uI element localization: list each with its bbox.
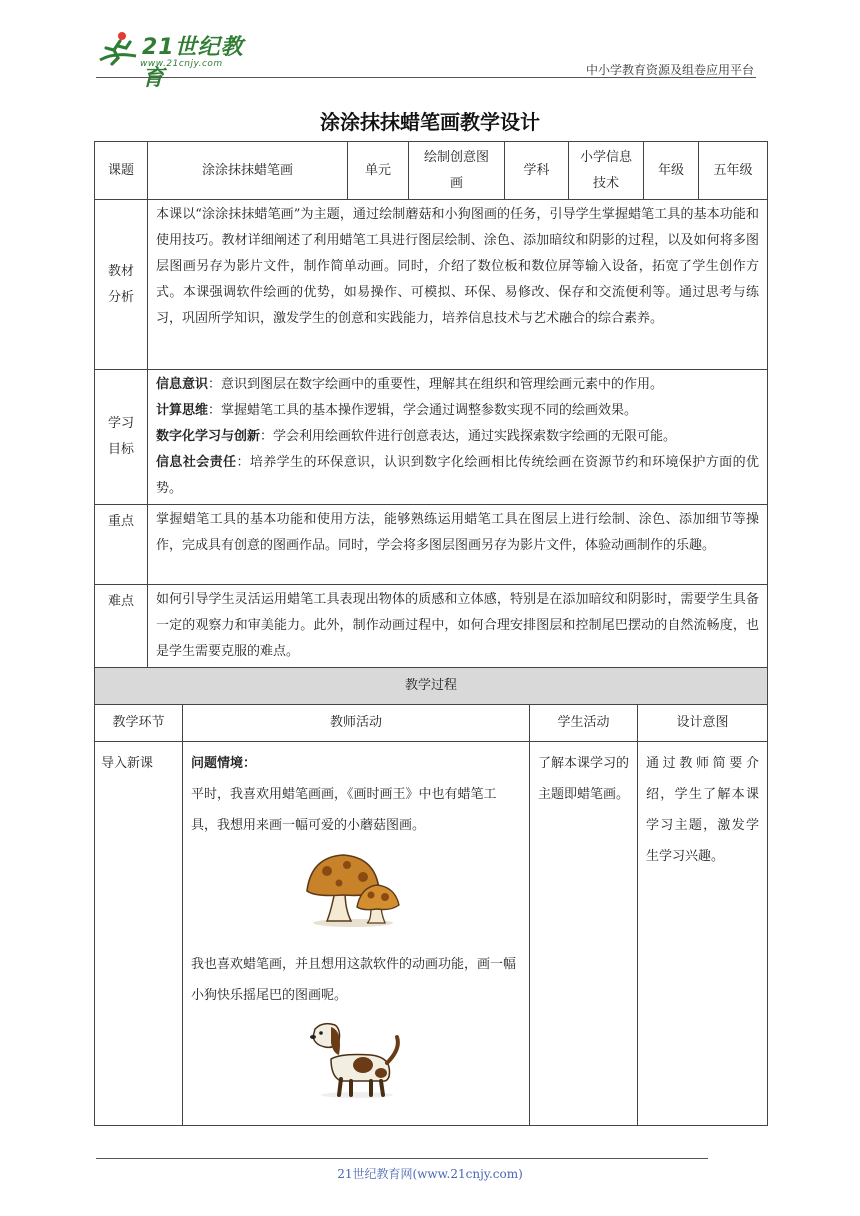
objectives-label: 学习目标 <box>95 370 148 505</box>
objective-text: ：意识到图层在数字绘画中的重要性，理解其在组织和管理绘画元素中的作用。 <box>208 377 664 392</box>
unit-value: 绘制创意图画 <box>409 142 505 200</box>
objective-text: ：学会利用绘画软件进行创意表达，通过实践探索数字绘画的无限可能。 <box>260 429 677 444</box>
logo-text: 21世纪教育 <box>142 35 244 91</box>
objective-item <box>156 372 759 398</box>
subject-value: 小学信息技术 <box>569 142 644 200</box>
info-table <box>94 141 768 668</box>
header-intent: 设计意图 <box>638 705 768 742</box>
objective-title: 计算思维 <box>156 403 209 418</box>
mushroom-image <box>191 849 521 941</box>
teacher-heading: 问题情境： <box>191 756 257 771</box>
logo-url: www.21cnjy.com <box>140 59 223 69</box>
grade-value: 五年级 <box>699 142 768 200</box>
difficulty-text: 如何引导学生灵活运用蜡笔工具表现出物体的质感和立体感，特别是在添加暗纹和阴影时，需要学生具备一定的观察力和审美能力。此外，制作动画过程中，如何合理安排图层和控制尾巴摆动的自然流畅度，也是学生需要克服的难点。 <box>148 585 768 668</box>
difficulty-label: 难点 <box>95 585 148 668</box>
objectives-list <box>148 370 768 505</box>
header-stage: 教学环节 <box>95 705 183 742</box>
dog-icon <box>301 1019 411 1099</box>
mushroom-icon <box>301 849 411 929</box>
teacher-cell <box>183 742 530 1126</box>
analysis-text: 本课以“涂涂抹抹蜡笔画”为主题，通过绘制蘑菇和小狗图画的任务，引导学生掌握蜡笔工具的基本功能和使用技巧。教材详细阐述了利用蜡笔工具进行图层绘制、涂色、添加暗纹和阴影的过程，以及如何将多图层图画另存为影片文件，制作简单动画。同时，介绍了数位板和数位屏等输入设备，拓宽了学生创作方式。本课强调软件绘画的优势，如易操作、可模拟、环保、易修改、保存和交流便利等。通过思考与练习，巩固所学知识，激发学生的创意和实践能力，培养信息技术与艺术融合的综合素养。 <box>148 200 768 370</box>
teacher-paragraph-2: 我也喜欢蜡笔画，并且想用这款软件的动画功能，画一幅小狗快乐摇尾巴的图画呢。 <box>191 957 517 1003</box>
platform-name: 中小学教育资源及组卷应用平台 <box>585 63 754 77</box>
objective-item <box>156 424 759 450</box>
header-teacher: 教师活动 <box>183 705 530 742</box>
footer-text: 21世纪教育网(www.21cnjy.com) <box>337 1167 523 1181</box>
objective-title: 信息社会责任 <box>156 455 237 470</box>
course-value: 涂涂抹抹蜡笔画 <box>148 142 348 200</box>
objective-title: 数字化学习与创新 <box>156 429 261 444</box>
page-header <box>0 0 860 91</box>
analysis-label: 教材分析 <box>95 200 148 370</box>
footer-divider <box>96 1158 708 1159</box>
logo <box>96 30 266 91</box>
course-label: 课题 <box>95 142 148 200</box>
objective-text: ：培养学生的环保意识，认识到数字化绘画相比传统绘画在资源节约和环境保护方面的优势。 <box>156 455 759 496</box>
dog-image <box>191 1019 521 1111</box>
process-table <box>94 667 768 1126</box>
teacher-paragraph-1: 平时，我喜欢用蜡笔画画，《画时画王》中也有蜡笔工具，我想用来画一幅可爱的小蘑菇图画。 <box>191 787 497 833</box>
intent-cell: 通过教师简要介绍，学生了解本课学习主题，激发学生学习兴趣。 <box>638 742 768 1126</box>
document-title: 涂涂抹抹蜡笔画教学设计 <box>320 110 540 134</box>
objective-item <box>156 398 759 424</box>
objective-item <box>156 450 759 502</box>
objective-title: 信息意识 <box>156 377 209 392</box>
key-point-label: 重点 <box>95 505 148 585</box>
stage-cell: 导入新课 <box>95 742 183 1126</box>
key-point-text: 掌握蜡笔工具的基本功能和使用方法，能够熟练运用蜡笔工具在图层上进行绘制、涂色、添加细节等操作，完成具有创意的图画作品。同时，学会将多图层图画另存为影片文件，体验动画制作的乐趣。 <box>148 505 768 585</box>
unit-label: 单元 <box>348 142 409 200</box>
process-title: 教学过程 <box>95 668 768 705</box>
runner-logo-icon <box>96 30 140 70</box>
grade-label: 年级 <box>644 142 699 200</box>
student-cell: 了解本课学习的主题即蜡笔画。 <box>530 742 638 1126</box>
subject-label: 学科 <box>505 142 569 200</box>
header-student: 学生活动 <box>530 705 638 742</box>
objective-text: ：掌握蜡笔工具的基本操作逻辑，学会通过调整参数实现不同的绘画效果。 <box>208 403 638 418</box>
header-divider <box>96 77 756 78</box>
